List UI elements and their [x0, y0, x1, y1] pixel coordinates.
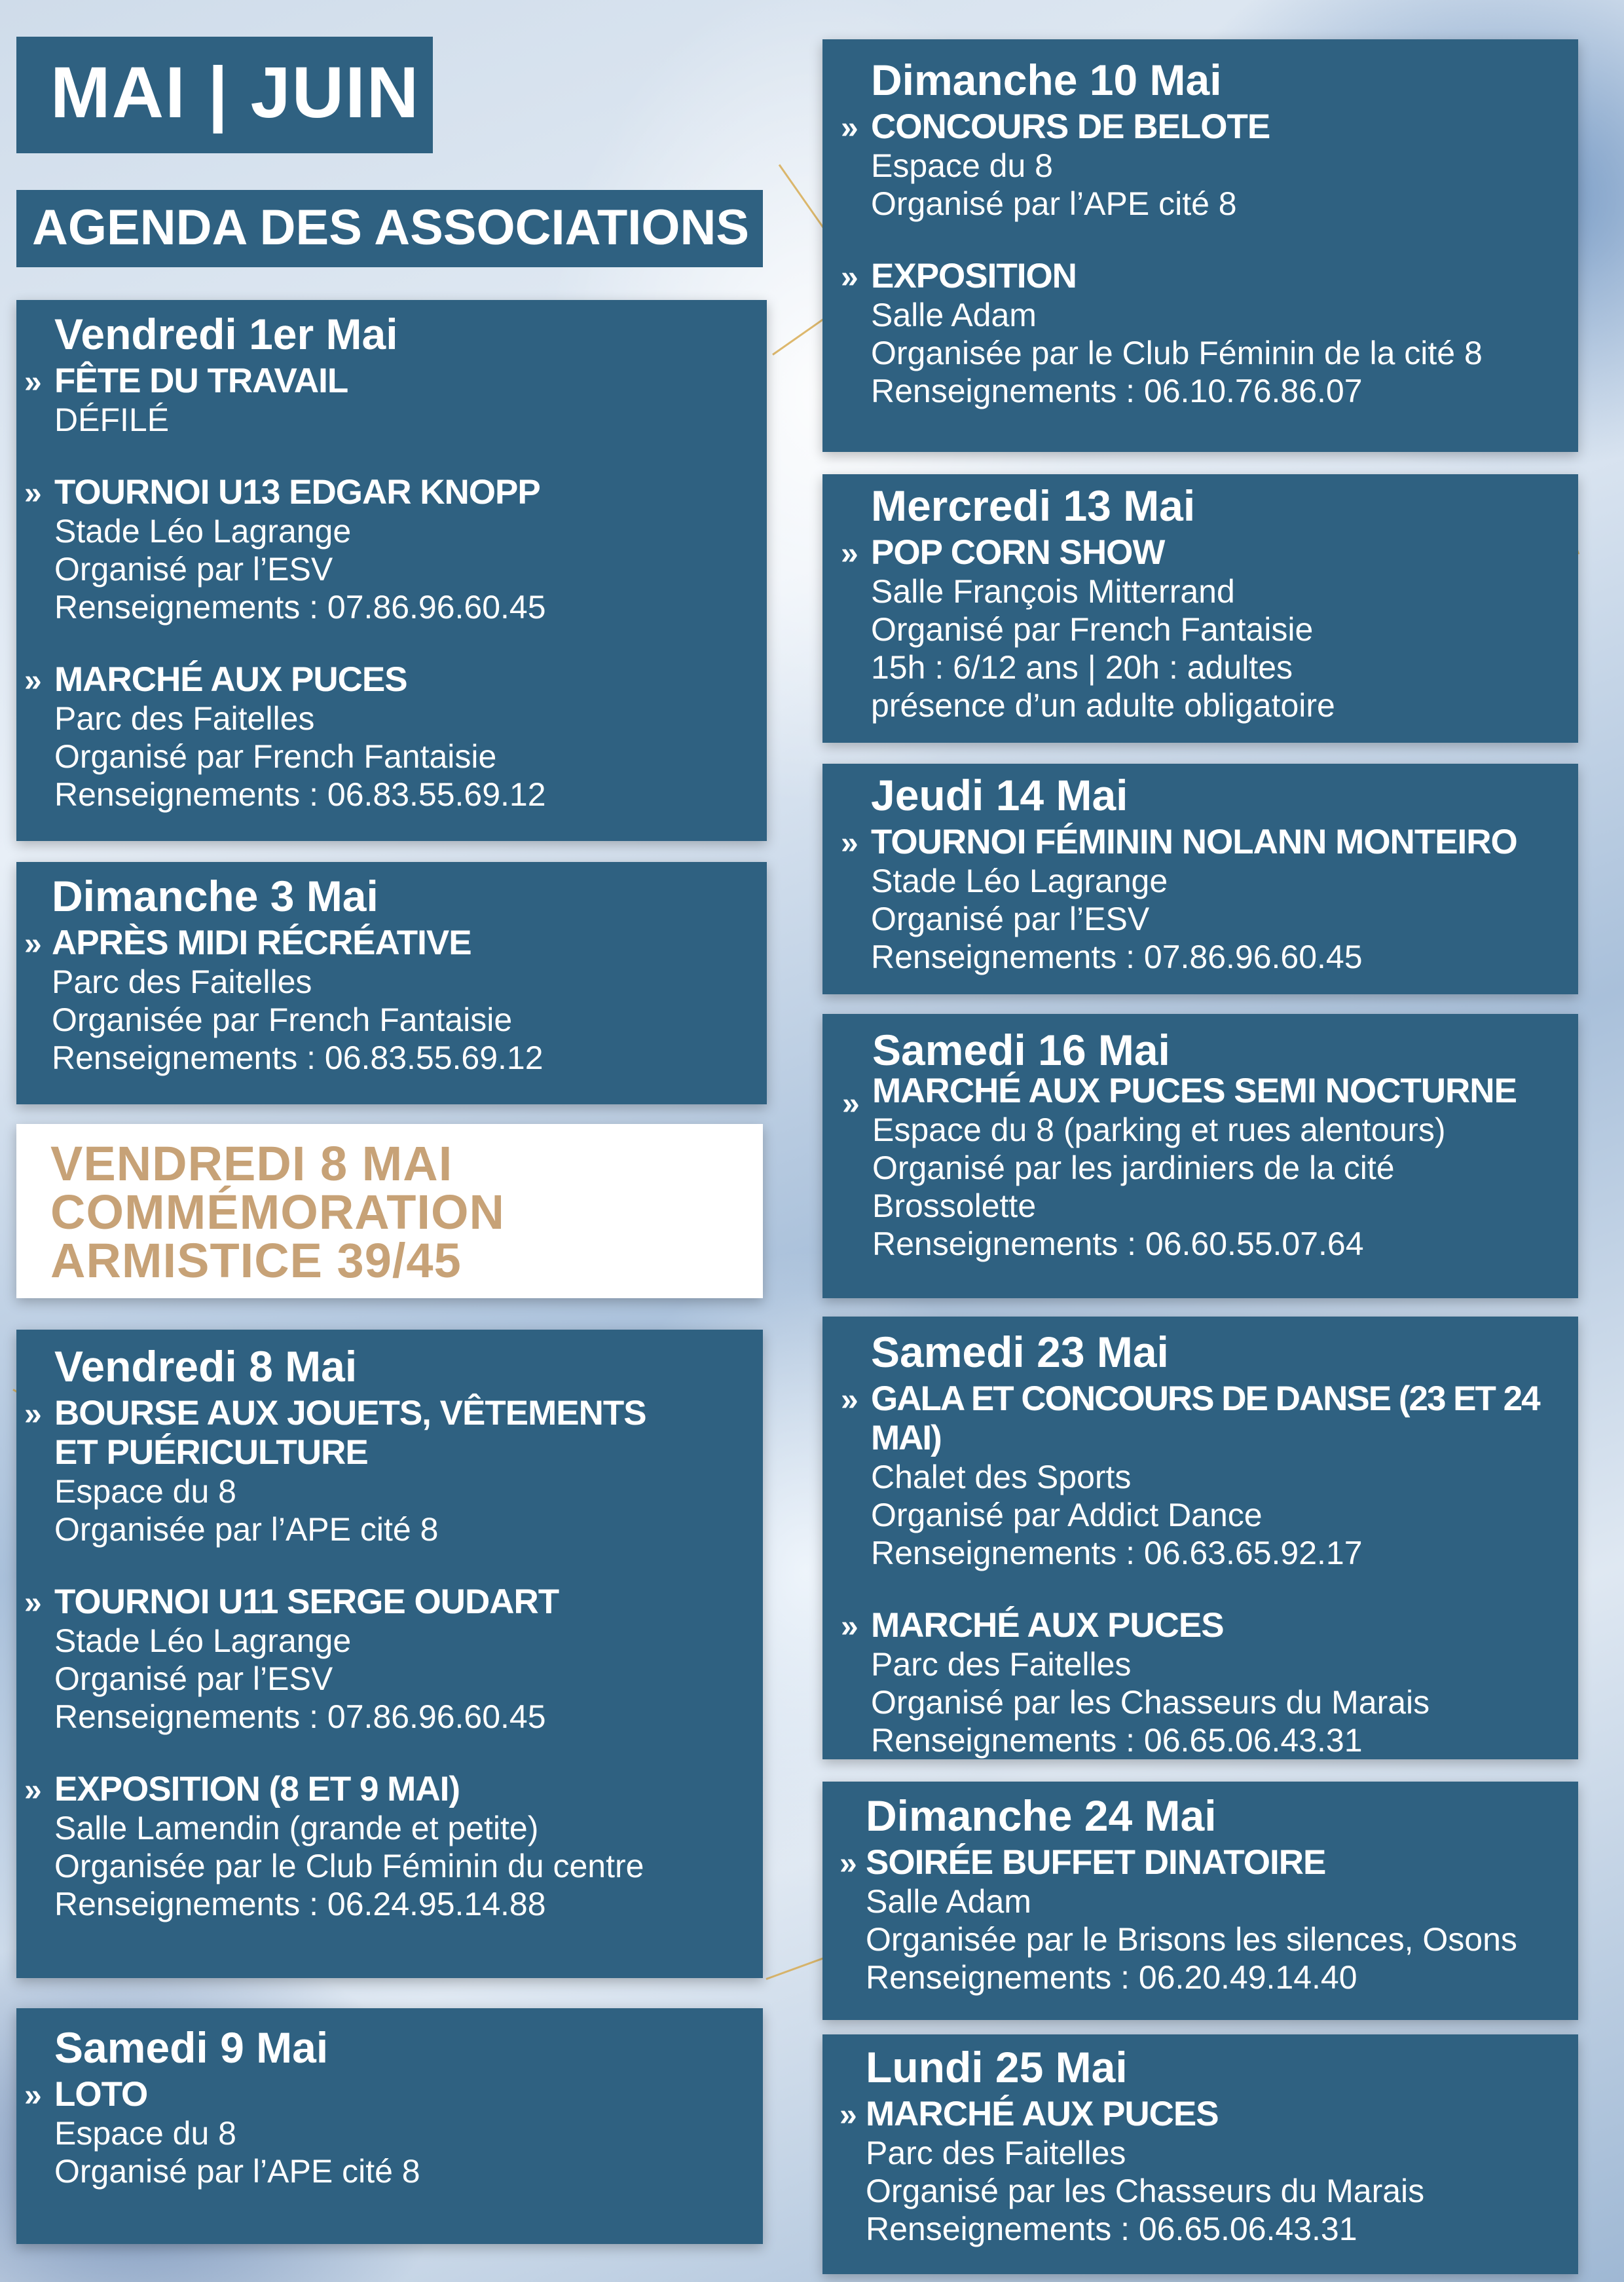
day-heading: Jeudi 14 Mai — [871, 771, 1128, 819]
event-title: » MARCHÉ AUX PUCES SEMI NOCTURNE — [872, 1072, 1578, 1111]
chevron-double-right-icon: » — [24, 1773, 41, 1808]
event-organizer: Organisé par Addict Dance — [871, 1497, 1263, 1533]
subtitle-banner — [16, 190, 763, 267]
event-item — [841, 257, 1578, 410]
page-subtitle: AGENDA DES ASSOCIATIONS — [32, 200, 750, 255]
event-title: » EXPOSITION — [871, 257, 1578, 296]
event-title: » FÊTE DU TRAVAIL — [54, 362, 767, 401]
event-day-box — [822, 1014, 1578, 1298]
event-day-box — [16, 300, 767, 841]
event-contact: Renseignements : 06.83.55.69.12 — [54, 776, 546, 813]
event-organizer: Organisée par le Club Féminin de la cité 8 — [871, 335, 1483, 371]
event-organizer: Organisé par les Chasseurs du Marais — [866, 2173, 1425, 2209]
event-location: Espace du 8 (parking et rues alentours) — [872, 1112, 1446, 1148]
event-location: Parc des Faitelles — [871, 1646, 1132, 1683]
event-organizer: Organisé par l’APE cité 8 — [871, 185, 1237, 222]
commemoration-title: COMMÉMORATION — [50, 1185, 505, 1239]
event-day-box — [16, 862, 767, 1104]
event-organizer: Organisé par les jardiniers de la cité — [872, 1150, 1395, 1186]
event-title: » MARCHÉ AUX PUCES — [866, 2095, 1578, 2134]
event-location: Salle Adam — [871, 297, 1037, 333]
event-contact: Renseignements : 06.24.95.14.88 — [54, 1886, 546, 1922]
event-title: » TOURNOI U13 EDGAR KNOPP — [54, 473, 767, 512]
event-note: présence d’un adulte obligatoire — [871, 687, 1335, 724]
event-day-box — [822, 474, 1578, 743]
day-heading: Samedi 9 Mai — [54, 2023, 329, 2072]
event-item — [24, 924, 767, 1077]
event-schedule: 15h : 6/12 ans | 20h : adultes — [871, 649, 1293, 686]
event-day-box — [16, 1330, 763, 1978]
event-location: Parc des Faitelles — [866, 2135, 1126, 2171]
event-title: » MARCHÉ AUX PUCES — [54, 660, 767, 700]
event-contact: Renseignements : 06.65.06.43.31 — [866, 2211, 1357, 2247]
chevron-double-right-icon: » — [841, 536, 858, 571]
event-organizer: Organisé par l’ESV — [54, 1660, 333, 1697]
event-location: Salle Adam — [866, 1883, 1031, 1920]
event-contact: Renseignements : 07.86.96.60.45 — [54, 589, 546, 626]
event-detail: DÉFILÉ — [54, 402, 170, 438]
page-title: MAI | JUIN — [50, 52, 420, 133]
event-location: Parc des Faitelles — [52, 963, 312, 1000]
commemoration-date: VENDREDI 8 MAI — [50, 1136, 453, 1191]
event-item — [24, 1582, 763, 1736]
chevron-double-right-icon: » — [840, 2098, 857, 2133]
event-organizer-cont: Brossolette — [872, 1188, 1037, 1224]
day-heading: Vendredi 1er Mai — [54, 310, 398, 358]
event-item — [840, 1843, 1578, 1996]
chevron-double-right-icon: » — [24, 1397, 41, 1432]
chevron-double-right-icon: » — [841, 826, 858, 861]
event-organizer: Organisé par French Fantaisie — [54, 738, 497, 775]
event-item — [841, 533, 1578, 724]
chevron-double-right-icon: » — [841, 260, 858, 295]
event-location: Stade Léo Lagrange — [871, 863, 1168, 899]
chevron-double-right-icon: » — [24, 2078, 41, 2113]
event-item — [24, 660, 767, 814]
event-contact: Renseignements : 07.86.96.60.45 — [871, 939, 1363, 975]
chevron-double-right-icon: » — [24, 1586, 41, 1620]
event-organizer: Organisée par le Brisons les silences, Osons — [866, 1921, 1517, 1958]
event-day-box — [822, 2034, 1578, 2274]
day-heading: Dimanche 10 Mai — [871, 56, 1222, 104]
chevron-double-right-icon: » — [24, 927, 41, 962]
event-contact: Renseignements : 06.10.76.86.07 — [871, 373, 1363, 409]
day-heading: Samedi 23 Mai — [871, 1328, 1169, 1376]
event-title: » EXPOSITION (8 ET 9 MAI) — [54, 1770, 763, 1809]
day-heading: Mercredi 13 Mai — [871, 481, 1196, 530]
event-title: » BOURSE AUX JOUETS, VÊTEMENTS ET PUÉRICULTURE — [24, 1394, 646, 1472]
event-contact: Renseignements : 06.83.55.69.12 — [52, 1039, 544, 1076]
event-organizer: Organisé par les Chasseurs du Marais — [871, 1684, 1430, 1721]
day-heading: Vendredi 8 Mai — [54, 1342, 358, 1391]
event-location: Stade Léo Lagrange — [54, 1622, 352, 1659]
event-organizer: Organisé par French Fantaisie — [871, 611, 1314, 648]
event-item — [842, 1072, 1578, 1263]
event-location: Chalet des Sports — [871, 1459, 1132, 1495]
event-location: Salle François Mitterrand — [871, 573, 1235, 610]
event-item — [841, 823, 1578, 976]
event-title: » CONCOURS DE BELOTE — [871, 107, 1578, 147]
event-item — [840, 2095, 1578, 2248]
event-item — [24, 1770, 763, 1923]
chevron-double-right-icon: » — [24, 365, 41, 400]
event-location: Espace du 8 — [54, 1473, 236, 1510]
event-contact: Renseignements : 06.65.06.43.31 — [871, 1722, 1363, 1759]
chevron-double-right-icon: » — [24, 664, 41, 698]
event-organizer: Organisée par l’APE cité 8 — [54, 1511, 439, 1548]
event-title: » LOTO — [54, 2075, 763, 2114]
event-day-box — [16, 2008, 763, 2244]
event-contact: Renseignements : 06.63.65.92.17 — [871, 1535, 1363, 1571]
event-location: Salle Lamendin (grande et petite) — [54, 1810, 539, 1846]
event-contact: Renseignements : 07.86.96.60.45 — [54, 1698, 546, 1735]
chevron-double-right-icon: » — [841, 1383, 857, 1417]
event-item — [24, 473, 767, 626]
event-title: » TOURNOI FÉMININ NOLANN MONTEIRO — [871, 823, 1578, 862]
event-organizer: Organisée par French Fantaisie — [52, 1001, 513, 1038]
event-day-box — [822, 764, 1578, 994]
day-heading: Dimanche 3 Mai — [52, 872, 378, 920]
chevron-double-right-icon: » — [841, 111, 858, 145]
event-item — [24, 362, 767, 439]
event-location: Espace du 8 — [871, 147, 1053, 184]
event-item — [24, 1394, 763, 1548]
event-title: » TOURNOI U11 SERGE OUDART — [54, 1582, 763, 1622]
chevron-double-right-icon: » — [24, 476, 41, 511]
event-organizer: Organisé par l’ESV — [871, 901, 1150, 937]
event-title: » SOIRÉE BUFFET DINATOIRE — [866, 1843, 1578, 1882]
event-location: Espace du 8 — [54, 2115, 236, 2152]
chevron-double-right-icon: » — [842, 1087, 859, 1121]
event-location: Stade Léo Lagrange — [54, 513, 352, 550]
day-heading: Lundi 25 Mai — [866, 2043, 1128, 2091]
event-organizer: Organisé par l’ESV — [54, 551, 333, 588]
chevron-double-right-icon: » — [841, 1609, 858, 1644]
day-heading: Dimanche 24 Mai — [866, 1791, 1217, 1840]
event-contact: Renseignements : 06.20.49.14.40 — [866, 1959, 1357, 1996]
event-day-box — [822, 39, 1578, 452]
day-heading: Samedi 16 Mai — [872, 1026, 1170, 1074]
event-title: » POP CORN SHOW — [871, 533, 1578, 572]
chevron-double-right-icon: » — [840, 1846, 857, 1881]
event-day-box — [822, 1317, 1578, 1759]
event-title: » GALA ET CONCOURS DE DANSE (23 ET 24 MAI) — [841, 1379, 1540, 1457]
event-item — [841, 1379, 1578, 1572]
event-contact: Renseignements : 06.60.55.07.64 — [872, 1225, 1364, 1262]
event-item — [841, 1606, 1578, 1759]
event-organizer: Organisé par l’APE cité 8 — [54, 2153, 420, 2190]
event-location: Parc des Faitelles — [54, 700, 315, 737]
event-title: » APRÈS MIDI RÉCRÉATIVE — [52, 924, 767, 963]
event-day-box — [822, 1782, 1578, 2020]
commemoration-box — [16, 1124, 763, 1298]
title-banner — [16, 37, 433, 153]
event-item — [841, 107, 1578, 223]
event-title: » MARCHÉ AUX PUCES — [871, 1606, 1578, 1645]
event-organizer: Organisée par le Club Féminin du centre — [54, 1848, 644, 1884]
commemoration-subtitle: ARMISTICE 39/45 — [50, 1233, 462, 1288]
event-item — [24, 2075, 763, 2190]
